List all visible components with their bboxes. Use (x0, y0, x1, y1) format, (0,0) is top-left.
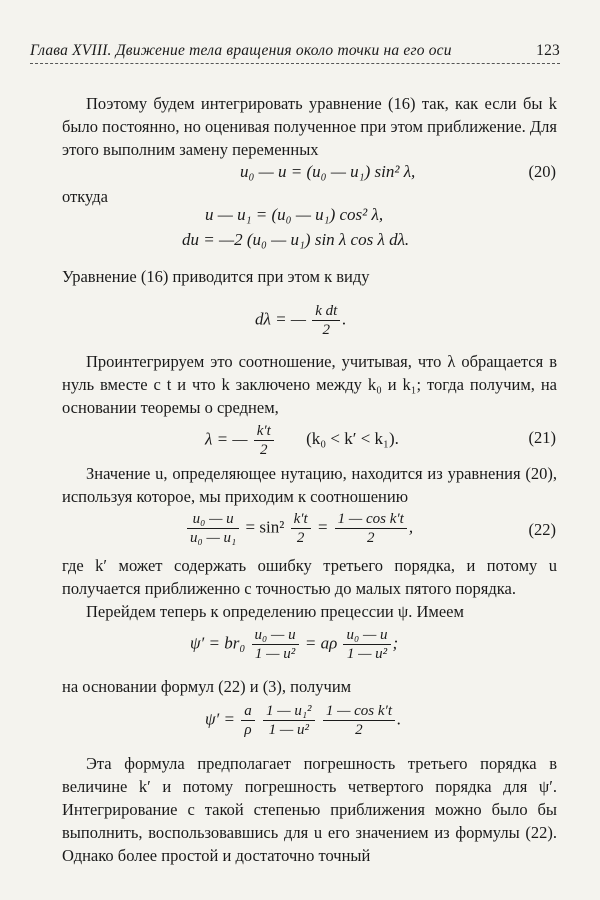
paragraph-1: Поэтому будем интегрировать уравнение (16) так, как если бы k было постоянно, но оценивая полученное при этом приближение. Для этого выполним замену переменных (62, 94, 557, 159)
equation-21: λ = — $\frac{k't}{2}$ (k₀ < k′ < k₁). (205, 423, 399, 458)
text-otkuda: откуда (62, 187, 108, 206)
paragraph-3: Проинтегрируем это соотношение, учитывая, что λ обращается в нуль вместе с t и что k заключено между k₀ и k₁; тогда получим, на основании теоремы о среднем, (62, 352, 557, 417)
equation-c: du = —2 (u₀ — u₁) sin λ cos λ dλ. (182, 230, 410, 249)
equation-e: ψ′ = br₀ $\frac{\text{u₀ — u}}{\text{1 — u²}}$ = aρ $\frac{\text{u₀ — u}}{\text{1 — u²}}$ ; (190, 627, 399, 662)
equation-22: $\frac{\text{u₀ — u}}{\text{u₀ — u₁}}$ = sin² $\frac{k't}{2}$ = $\frac{\text{1 — cos k′t}}{2}$ , (185, 510, 413, 547)
equation-21-number: (21) (528, 428, 556, 447)
equation-b: u — u₁ = (u₀ — u₁) cos² λ, (205, 205, 384, 224)
paragraph-4: Значение u, определяющее нутацию, находится из уравнения (20), используя которое, мы приходим к соотношению (62, 464, 557, 506)
equation-20: u₀ — u = (u₀ — u₁) sin² λ, (240, 162, 416, 181)
equation-22-number: (22) (528, 520, 556, 539)
equation-d-lhs: dλ = — (255, 309, 306, 329)
paragraph-2: Уравнение (16) приводится при этом к виду (62, 267, 370, 286)
equation-20-number: (20) (528, 162, 556, 181)
equation-d: dλ = — $\frac{\text{k dt}}{2}$ . (255, 303, 347, 338)
paragraph-6: Перейдем теперь к определению прецессии ψ. Имеем (86, 602, 464, 621)
paragraph-7: на основании формул (22) и (3), получим (62, 677, 352, 696)
equation-f: ψ′ = $\frac{a}{\rho}$ $\frac{\text{1 — u₁²}}{\text{1 — u²}}$ $\frac{\text{1 — cos k′t}}{2}$ . (205, 703, 402, 738)
paragraph-8: Эта формула предполагает погрешность третьего порядка в величине k′ и потому погрешность четвертого порядка для ψ′. Интегрирование с такой степенью приближения можно было бы выполнить, воспользовавшись для u его значением из формулы (22). Однако более простой и достаточно точный (62, 754, 557, 865)
running-header (30, 42, 560, 64)
chapter-title: Глава XVIII. Движение тела вращения около точки на его оси (30, 42, 452, 59)
page-number: 123 (536, 42, 560, 59)
equation-d-fraction: $\frac{\text{k dt}}{2}$ (312, 302, 340, 339)
paragraph-5: где k′ может содержать ошибку третьего порядка, и потому u получается приближенно с точностью до малых пятого порядка. (62, 556, 557, 598)
